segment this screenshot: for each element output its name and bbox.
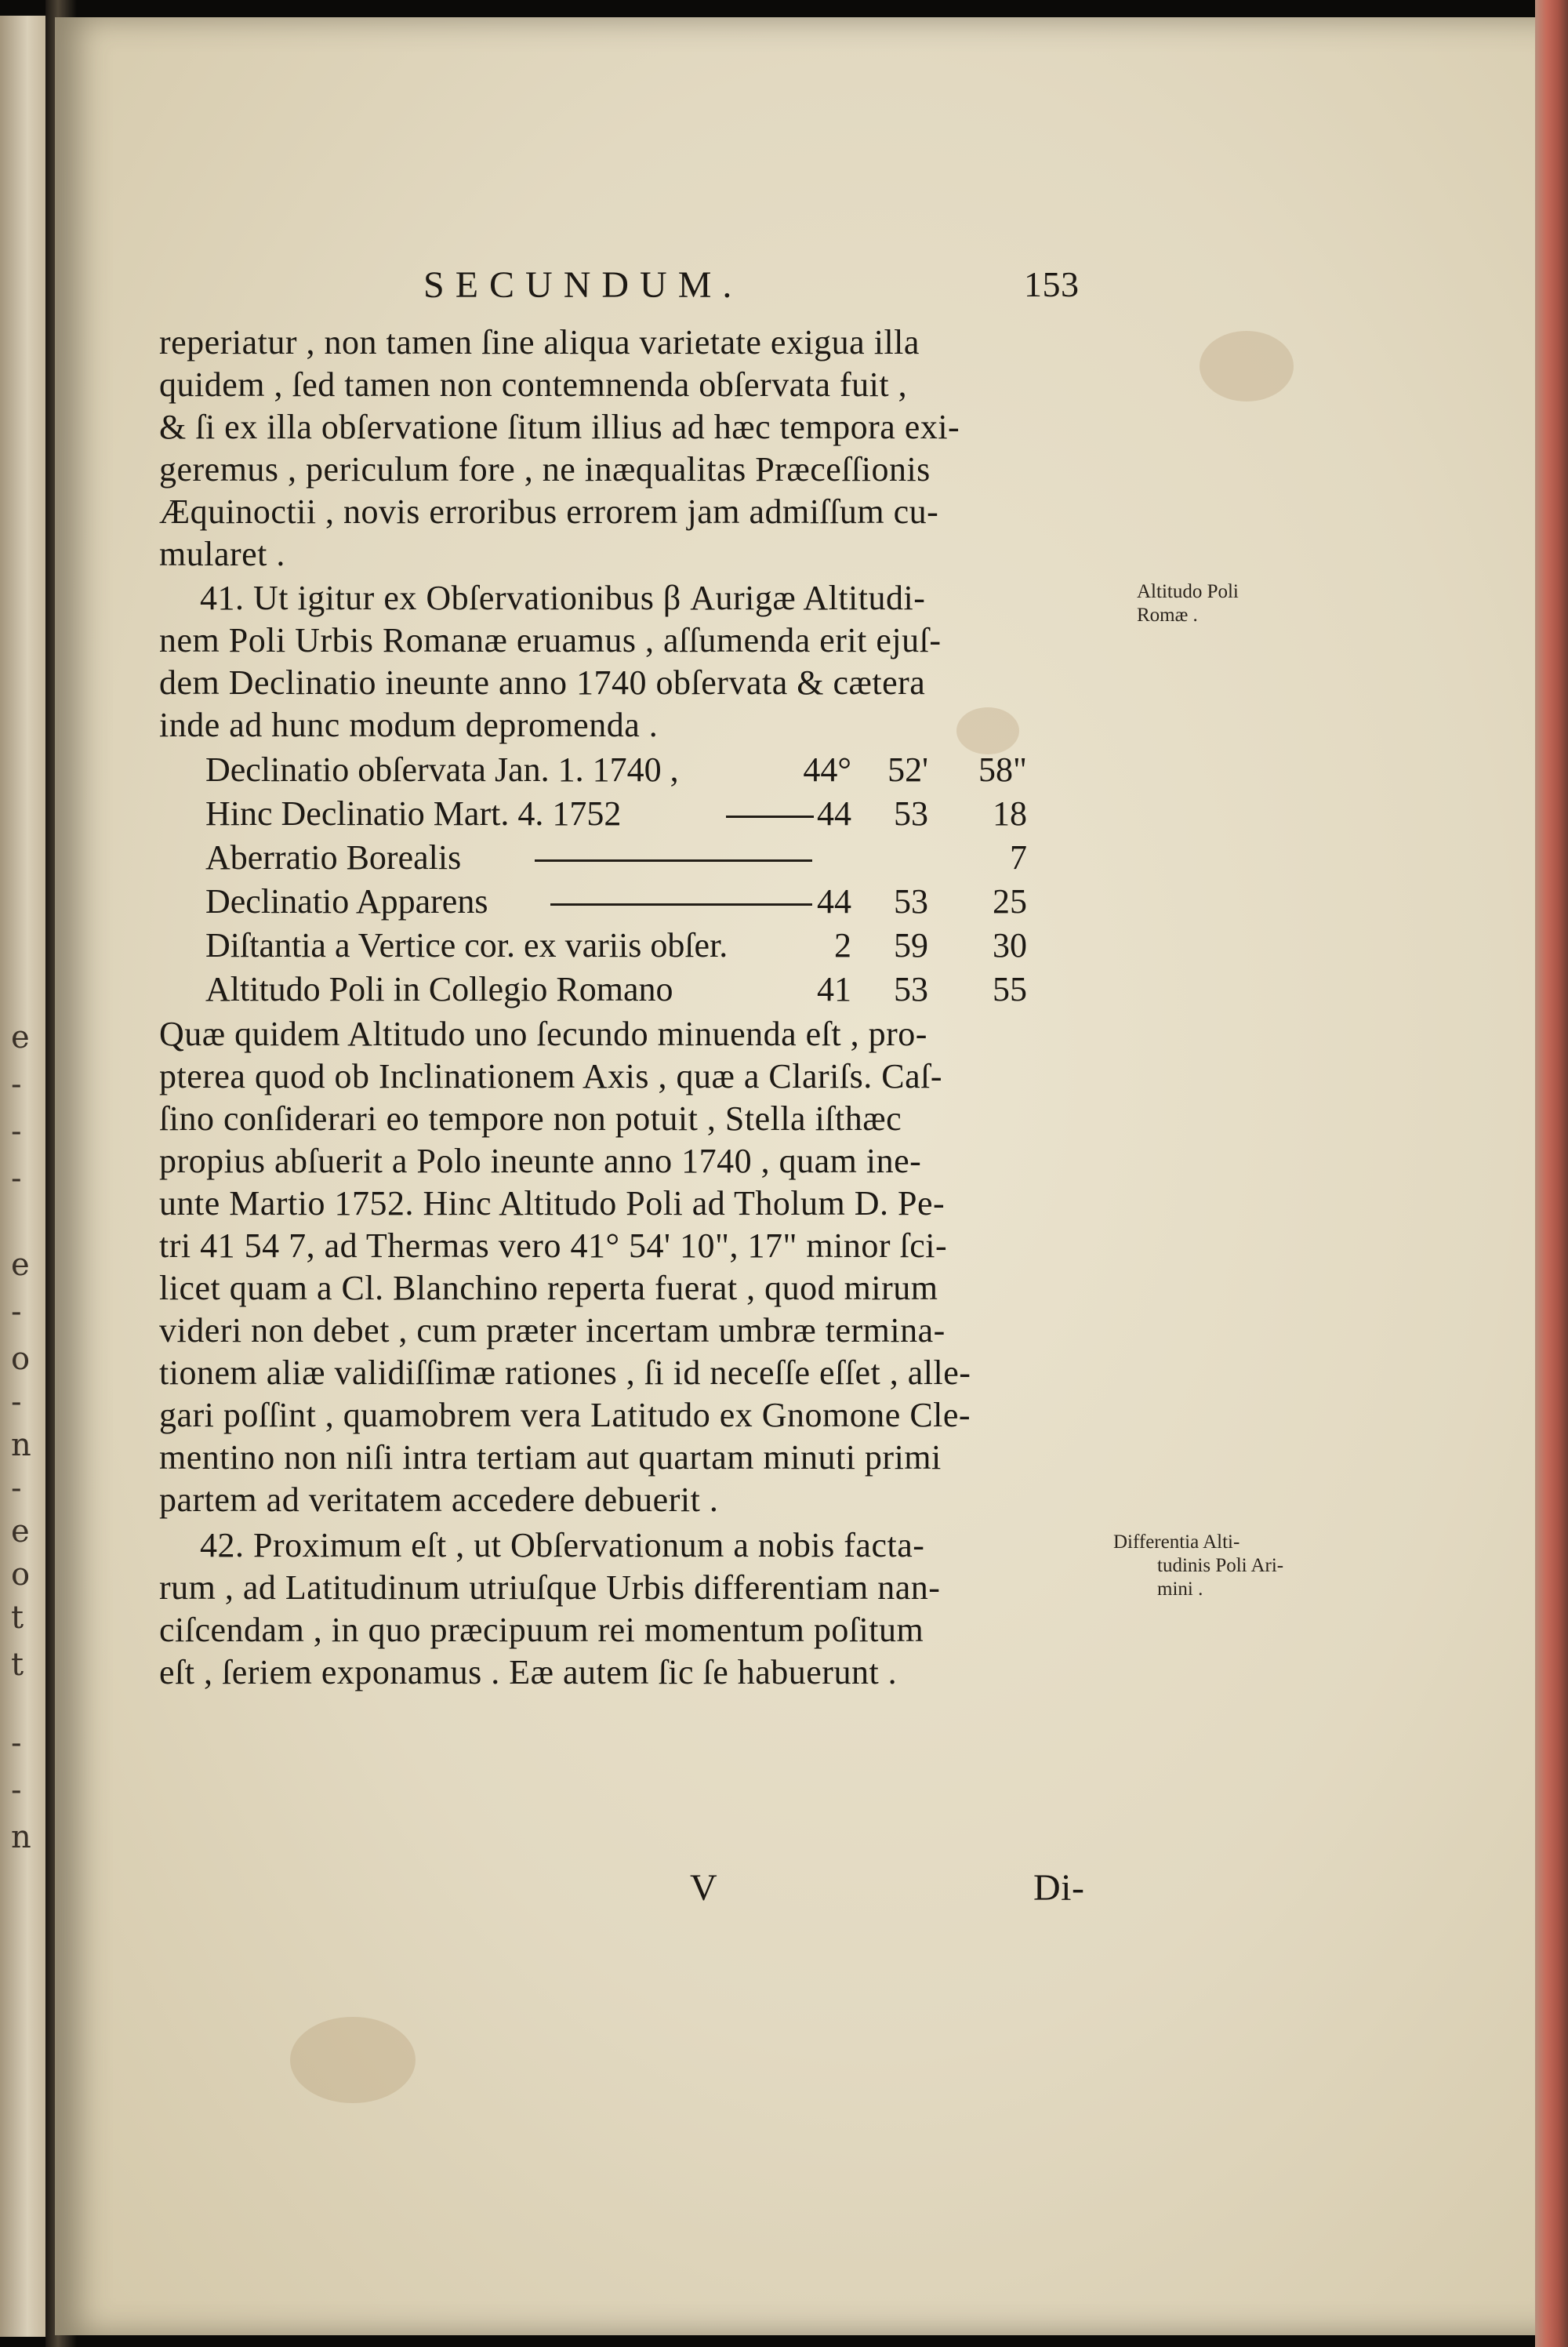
body-line: Æquinoctii , novis erroribus errorem jam admiſſum cu- <box>159 492 939 531</box>
signature-mark: V <box>690 1867 718 1909</box>
body-line: tri 41 54 7, ad Thermas vero 41° 54' 10", 17" minor ſci- <box>159 1226 948 1265</box>
margin-note-altitudo <box>1137 580 1239 627</box>
paragraph-41-line: inde ad hunc modum depromenda . <box>159 706 659 744</box>
declination-degrees: 41 <box>817 970 851 1008</box>
body-line: tionem aliæ validiſſimæ rationes , ſi id neceſſe eſſet , alle- <box>159 1353 971 1392</box>
facing-page-fragment: e <box>11 1513 30 1550</box>
margin-note-differentia <box>1113 1531 1283 1601</box>
facing-page-fragment: n <box>11 1819 31 1855</box>
body-line: quidem , ſed tamen non contemnenda obſervata fuit , <box>159 365 908 404</box>
foxing-spot <box>1200 331 1294 401</box>
facing-page-fragment: e <box>11 1247 30 1283</box>
facing-page-fragment: - <box>11 1772 22 1808</box>
declination-label: Declinatio obſervata Jan. 1. 1740 , <box>205 750 679 789</box>
facing-page-fragment: - <box>11 1066 22 1103</box>
facing-page-fragment: - <box>11 1161 22 1197</box>
paragraph-42-line: ciſcendam , in quo præcipuum rei momentum poſitum <box>159 1611 924 1649</box>
declination-degrees: 44° <box>803 750 851 789</box>
body-line: pterea quod ob Inclinationem Axis , quæ a Clariſs. Caſ- <box>159 1057 942 1095</box>
body-line: mentino non niſi intra tertiam aut quartam minuti primi <box>159 1438 942 1477</box>
facing-page-fragment: - <box>11 1725 22 1761</box>
declination-minutes: 53 <box>894 970 928 1008</box>
declination-seconds: 25 <box>993 882 1027 921</box>
declination-label: Aberratio Borealis <box>205 838 462 877</box>
declination-seconds: 18 <box>993 794 1027 833</box>
foxing-spot <box>290 2017 416 2103</box>
declination-minutes: 59 <box>894 926 928 965</box>
body-line: partem ad veritatem accedere debuerit . <box>159 1480 719 1519</box>
paragraph-41-line: dem Declinatio ineunte anno 1740 obſervata & cætera <box>159 663 926 702</box>
running-head: SECUNDUM. <box>423 264 743 306</box>
declination-minutes: 53 <box>894 882 928 921</box>
body-line: videri non debet , cum præter incertam umbræ termina- <box>159 1311 946 1350</box>
facing-page-fragment: n <box>11 1427 31 1463</box>
declination-degrees: 44 <box>817 794 851 833</box>
foxing-spot <box>956 707 1019 754</box>
declination-degrees: 2 <box>834 926 851 965</box>
facing-page-fragment: - <box>11 1294 22 1330</box>
facing-page-fragment: t <box>11 1600 24 1636</box>
declination-label: Declinatio Apparens <box>205 882 488 921</box>
margin-note-line: mini . <box>1157 1579 1203 1600</box>
declination-minutes: 53 <box>894 794 928 833</box>
leader-dash <box>535 859 812 862</box>
facing-page-fragment: - <box>11 1470 22 1506</box>
body-line: mularet . <box>159 535 285 573</box>
body-line: Quæ quidem Altitudo uno ſecundo minuenda eſt , pro- <box>159 1015 927 1053</box>
declination-seconds: 55 <box>993 970 1027 1008</box>
body-line: geremus , periculum fore , ne inæqualitas Præceſſionis <box>159 450 931 489</box>
facing-page-fragment: - <box>11 1384 22 1420</box>
body-line: unte Martio 1752. Hinc Altitudo Poli ad Tholum D. Pe- <box>159 1184 946 1223</box>
facing-page-fragment: - <box>11 1114 22 1150</box>
declination-seconds: 30 <box>993 926 1027 965</box>
margin-note-line: Romæ . <box>1137 605 1198 626</box>
leader-dash <box>550 903 812 906</box>
declination-label: Hinc Declinatio Mart. 4. 1752 <box>205 794 622 833</box>
declination-seconds: 7 <box>1010 838 1027 877</box>
fore-edge <box>1535 0 1568 2347</box>
body-line: licet quam a Cl. Blanchino reperta fuerat , quod mirum <box>159 1269 938 1307</box>
facing-page-fragment: o <box>11 1557 31 1593</box>
paragraph-41-line: nem Poli Urbis Romanæ eruamus , aſſumenda erit ejuſ- <box>159 621 942 659</box>
body-line: reperiatur , non tamen ſine aliqua varietate exigua illa <box>159 323 920 361</box>
paragraph-42-line: 42. Proximum eſt , ut Obſervationum a nobis facta- <box>200 1526 925 1564</box>
facing-page-edge <box>0 16 50 2337</box>
body-line: ſino conſiderari eo tempore non potuit , Stella iſthæc <box>159 1099 902 1138</box>
declination-minutes: 52' <box>887 750 928 789</box>
paragraph-42-line: eſt , ſeriem exponamus . Eæ autem ſic ſe habuerunt . <box>159 1653 898 1691</box>
margin-note-line: tudinis Poli Ari- <box>1157 1555 1284 1576</box>
paragraph-42-line: rum , ad Latitudinum utriuſque Urbis differentiam nan- <box>159 1568 941 1607</box>
body-line: propius abſuerit a Polo ineunte anno 1740 , quam ine- <box>159 1142 922 1180</box>
declination-label: Diſtantia a Vertice cor. ex variis obſer. <box>205 926 728 965</box>
facing-page-fragment: t <box>11 1647 24 1683</box>
facing-page-fragment: e <box>11 1019 30 1055</box>
body-line: gari poſſint , quamobrem vera Latitudo ex Gnomone Cle- <box>159 1396 971 1434</box>
page-number: 153 <box>1024 264 1080 304</box>
margin-note-line: Altitudo Poli <box>1137 581 1239 602</box>
margin-note-line: Differentia Alti- <box>1113 1531 1240 1553</box>
declination-seconds: 58" <box>978 750 1027 789</box>
declination-degrees: 44 <box>817 882 851 921</box>
catchword: Di- <box>1033 1867 1085 1909</box>
declination-label: Altitudo Poli in Collegio Romano <box>205 970 673 1008</box>
paragraph-41-line: 41. Ut igitur ex Obſervationibus β Aurigæ Altitudi- <box>200 579 926 617</box>
facing-page-fragment: o <box>11 1341 31 1377</box>
body-line: & ſi ex illa obſervatione ſitum illius ad hæc tempora exi- <box>159 408 960 446</box>
